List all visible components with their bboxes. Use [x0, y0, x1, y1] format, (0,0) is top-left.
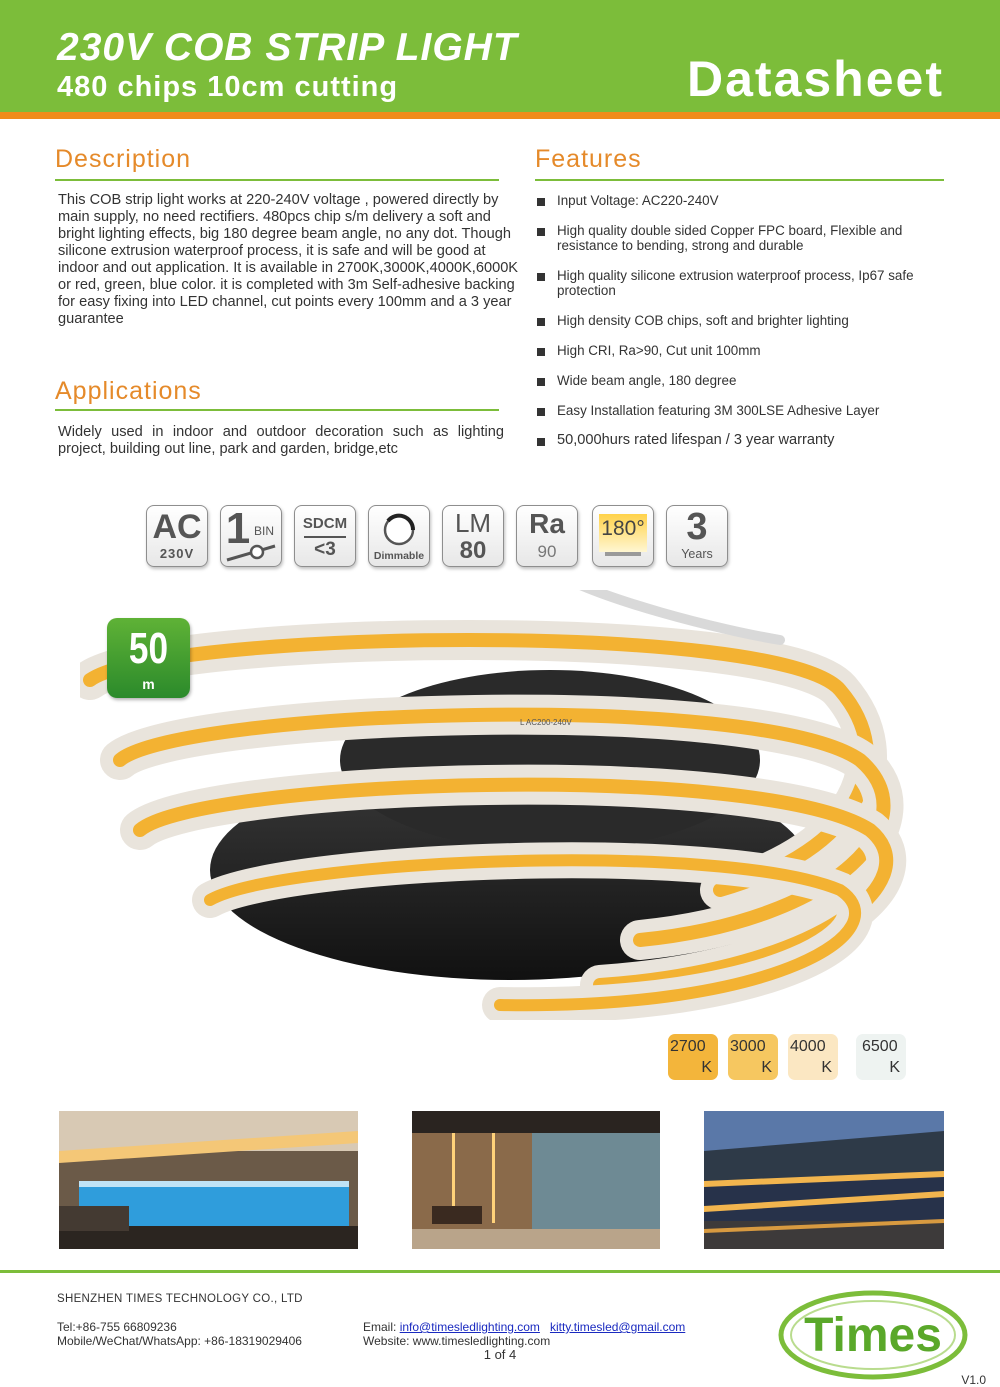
cri-icon [516, 505, 578, 567]
description-text: This COB strip light works at 220-240V voltage , powered directly by main supply, no need rectifiers. 480pcs chip s/m delivery a soft and bright lighting effects, big 180 degree beam angle, no any dot. Though silicone extrusion waterproof process, it is safe and will be good at indoor and out application. It is available in 2700K,3000K,4000K,6000K or red, green, blue color. it is completed with 3m Self-adhesive backing for easy fixing into LED channel, cut points every 100mm and a 3 year guarantee [58, 192, 519, 327]
warranty-icon-small: Years [681, 547, 713, 561]
warranty-years-icon [666, 505, 728, 567]
footer-email-line [363, 1320, 685, 1334]
version-label: V1.0 [961, 1373, 986, 1387]
length-badge-value: 50 [128, 624, 169, 673]
cct-swatch-4000k [788, 1034, 838, 1080]
header-accent-bar [0, 112, 1000, 119]
applications-heading: Applications [55, 377, 202, 405]
applications-text: Widely used in indoor and outdoor decoration such as lighting project, building out line, park and garden, bridge,etc [58, 424, 504, 457]
footer-website[interactable]: Website: www.timesledlighting.com [363, 1334, 551, 1348]
email-label: Email: [363, 1320, 397, 1334]
product-title: 230V COB STRIP LIGHT [57, 26, 518, 69]
feature-item: Input Voltage: AC220-240V [537, 193, 957, 208]
led-strip-reel-image [80, 590, 920, 1020]
cct-value: 4000 [790, 1038, 826, 1055]
lumen-icon [442, 505, 504, 567]
dimmable-icon-label: Dimmable [373, 550, 425, 562]
dimmable-icon [368, 505, 430, 567]
beam-angle-label: 180° [601, 517, 645, 540]
sdcm-icon [294, 505, 356, 567]
footer-divider [0, 1270, 1000, 1273]
cct-swatch-3000k [728, 1034, 778, 1080]
cct-swatch-6500k [856, 1034, 906, 1080]
scene-photo-pool [59, 1111, 358, 1249]
scene-photo-outdoor [704, 1111, 944, 1249]
bin-icon-big: 1 [225, 505, 251, 553]
ac-icon-big: AC [152, 508, 202, 546]
cct-unit: K [821, 1059, 832, 1076]
sdcm-icon-bottom: <3 [314, 539, 336, 560]
beam-angle-icon [592, 505, 654, 567]
cct-unit: K [761, 1059, 772, 1076]
bin-icon [220, 505, 282, 567]
warranty-icon-big: 3 [686, 506, 708, 548]
datasheet-label: Datasheet [687, 51, 944, 107]
ac-voltage-icon [146, 505, 208, 567]
lumen-icon-bottom: 80 [459, 537, 487, 564]
product-subtitle: 480 chips 10cm cutting [57, 71, 399, 103]
feature-item: Wide beam angle, 180 degree [537, 373, 957, 388]
bin-icon-small: BIN [253, 524, 274, 538]
cct-value: 3000 [730, 1038, 766, 1055]
feature-item: High density COB chips, soft and brighter lighting [537, 313, 957, 328]
description-heading: Description [55, 145, 192, 173]
feature-item: High CRI, Ra>90, Cut unit 100mm [537, 343, 957, 358]
cct-value: 6500 [862, 1038, 898, 1055]
company-name: SHENZHEN TIMES TECHNOLOGY CO., LTD [57, 1293, 303, 1305]
feature-item: 50,000hurs rated lifespan / 3 year warranty [537, 433, 957, 448]
footer-tel: Tel:+86-755 66809236 [57, 1320, 177, 1334]
email-link-info[interactable]: info@timesledlighting.com [399, 1320, 540, 1334]
feature-item: Easy Installation featuring 3M 300LSE Adhesive Layer [537, 403, 957, 418]
cct-value: 2700 [670, 1038, 706, 1055]
scene-photo-corridor [412, 1111, 660, 1249]
lumen-icon-top: LM [454, 508, 492, 538]
description-divider [55, 179, 499, 181]
length-badge [107, 618, 190, 698]
feature-item: High quality double sided Copper FPC board, Flexible and resistance to bending, strong and durable [537, 223, 957, 253]
times-logo [777, 1287, 970, 1382]
strip-print-text: L AC200-240V [520, 718, 572, 727]
features-list [537, 193, 957, 463]
email-link-kitty[interactable]: kitty.timesled@gmail.com [549, 1320, 686, 1334]
page-number: 1 of 4 [483, 1347, 517, 1362]
cct-swatch-2700k [668, 1034, 718, 1080]
length-badge-unit: m [142, 676, 155, 692]
sdcm-icon-top: SDCM [302, 515, 348, 532]
cct-unit: K [701, 1059, 712, 1076]
footer-mobile: Mobile/WeChat/WhatsApp: +86-18319029406 [57, 1334, 302, 1348]
applications-divider [55, 409, 499, 411]
cri-icon-bottom: 90 [537, 542, 557, 561]
cri-icon-top: Ra [529, 508, 565, 539]
cct-unit: K [889, 1059, 900, 1076]
feature-item: High quality silicone extrusion waterproof process, Ip67 safe protection [537, 268, 957, 298]
features-heading: Features [535, 145, 642, 173]
logo-text: Times [804, 1309, 942, 1362]
ac-icon-small: 230V [159, 546, 195, 561]
features-divider [535, 179, 944, 181]
